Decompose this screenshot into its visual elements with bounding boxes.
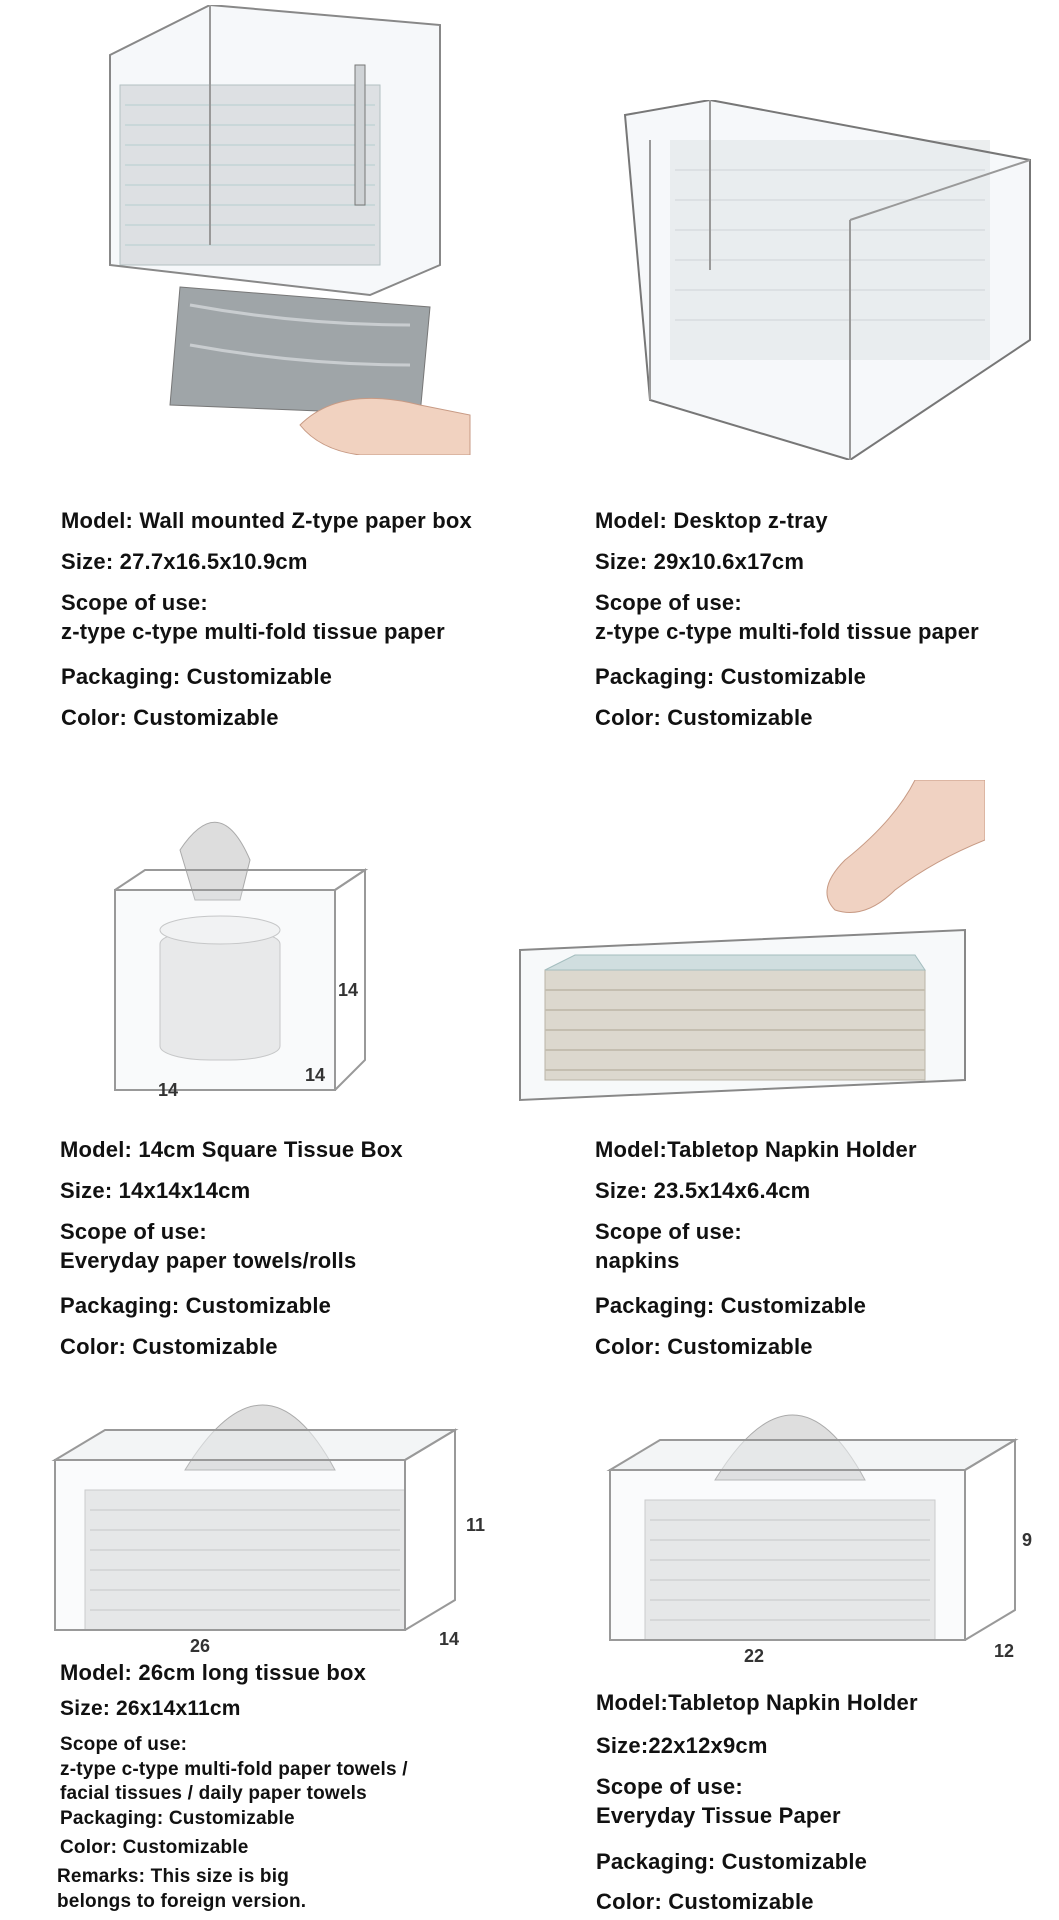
dimension-length: 26	[190, 1636, 211, 1656]
product-spec-3	[60, 1137, 530, 1377]
size-label: Size: 23.5x14x6.4cm	[595, 1178, 811, 1203]
size-label: Size: 29x10.6x17cm	[595, 549, 805, 574]
packaging-label: Packaging: Customizable	[595, 1293, 867, 1318]
model-label: Model:Tabletop Napkin Holder	[595, 1137, 917, 1162]
scope-heading: Scope of use:	[61, 590, 208, 615]
product-spec-6	[596, 1690, 1056, 1920]
product-image-wall-mounted-dispenser	[100, 5, 480, 455]
product-image-desktop-z-tray	[620, 100, 1040, 460]
model-label: Model:Tabletop Napkin Holder	[596, 1690, 918, 1715]
dimension-depth: 14	[305, 1065, 326, 1085]
model-label: Model: 26cm long tissue box	[60, 1660, 367, 1685]
scope-heading: Scope of use:	[60, 1219, 207, 1244]
dimension-length: 22	[744, 1646, 765, 1666]
dimension-depth: 14	[439, 1629, 460, 1649]
product-image-tissue-box-22	[605, 1370, 1025, 1670]
color-label: Color: Customizable	[60, 1334, 278, 1359]
size-label: Size: 14x14x14cm	[60, 1178, 251, 1203]
scope-value: Everyday Tissue Paper	[596, 1803, 841, 1828]
dimension-height: 11	[466, 1515, 486, 1535]
scope-value: Everyday paper towels/rolls	[60, 1248, 357, 1273]
product-spec-2	[595, 508, 1055, 748]
dimension-height: 9	[1022, 1530, 1033, 1550]
packaging-label: Packaging: Customizable	[60, 1808, 295, 1829]
scope-value: z-type c-type multi-fold tissue paper	[595, 619, 979, 644]
size-label: Size: 27.7x16.5x10.9cm	[61, 549, 308, 574]
size-label: Size:22x12x9cm	[596, 1733, 768, 1758]
model-label: Model: Wall mounted Z-type paper box	[61, 508, 472, 533]
model-label: Model: 14cm Square Tissue Box	[60, 1137, 403, 1162]
product-spec-4	[595, 1137, 1055, 1377]
packaging-label: Packaging: Customizable	[595, 664, 867, 689]
scope-value: z-type c-type multi-fold paper towels /	[60, 1759, 408, 1780]
packaging-label: Packaging: Customizable	[61, 664, 333, 689]
scope-value: napkins	[595, 1248, 680, 1273]
product-image-square-tissue-box	[100, 790, 400, 1110]
dimension-depth: 12	[994, 1641, 1015, 1661]
product-image-long-tissue-box	[45, 1360, 475, 1650]
color-label: Color: Customizable	[60, 1837, 249, 1858]
remarks-label: belongs to foreign version.	[57, 1891, 307, 1912]
scope-value: z-type c-type multi-fold tissue paper	[61, 619, 445, 644]
model-label: Model: Desktop z-tray	[595, 508, 828, 533]
product-spec-1	[61, 508, 531, 748]
color-label: Color: Customizable	[595, 705, 813, 730]
product-image-napkin-holder-tray	[515, 780, 985, 1110]
scope-heading: Scope of use:	[60, 1734, 188, 1755]
packaging-label: Packaging: Customizable	[596, 1849, 868, 1874]
scope-value: facial tissues / daily paper towels	[60, 1783, 367, 1804]
color-label: Color: Customizable	[61, 705, 279, 730]
remarks-label: Remarks: This size is big	[57, 1866, 290, 1887]
size-label: Size: 26x14x11cm	[60, 1697, 241, 1720]
dimension-width: 14	[158, 1080, 179, 1100]
product-spec-5	[57, 1660, 530, 1920]
color-label: Color: Customizable	[596, 1889, 814, 1914]
color-label: Color: Customizable	[595, 1334, 813, 1359]
scope-heading: Scope of use:	[595, 1219, 742, 1244]
scope-heading: Scope of use:	[595, 590, 742, 615]
dimension-height: 14	[338, 980, 359, 1000]
packaging-label: Packaging: Customizable	[60, 1293, 332, 1318]
scope-heading: Scope of use:	[596, 1774, 743, 1799]
